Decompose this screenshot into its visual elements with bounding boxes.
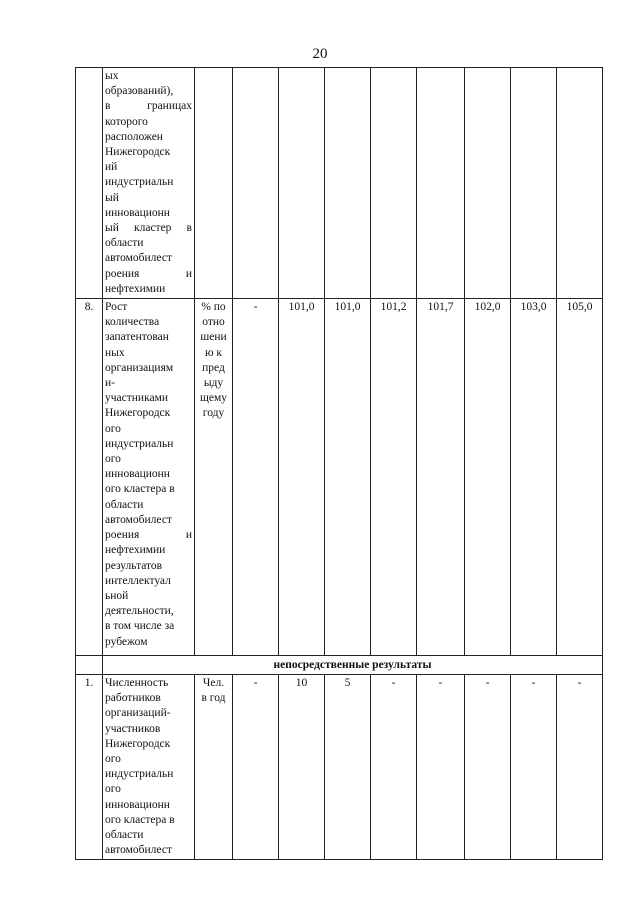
section-number-cell [76,656,103,675]
section-row [76,656,603,675]
value-cell: - [233,675,279,860]
value-cell: - [417,675,465,860]
name-line: организаций- [105,707,171,720]
name-line: Численность [105,677,169,690]
name-line: области [105,498,144,511]
name-line: нефтехимии [105,282,166,295]
value-cell: 10 [279,675,325,860]
name-line: инновационн [105,798,170,811]
name-line: которого [105,115,148,128]
unit-line: в год [201,692,226,705]
name-line: ьной [105,589,129,602]
indicator-name [103,68,195,299]
name-line: области [105,237,144,250]
value-cell: 103,0 [511,299,557,656]
name-line: участниками [105,392,169,405]
value-cell: - [465,675,511,860]
unit-line: ю к [204,346,223,359]
name-line: индустриальн [105,176,174,189]
name-line: автомобилест [105,844,172,857]
value-cell [325,68,371,299]
name-line: работников [105,692,161,705]
unit-cell [195,299,233,656]
name-line: ных [105,346,125,359]
value-cell: 105,0 [557,299,603,656]
value-cell: - [511,675,557,860]
name-line: организациям [105,361,174,374]
unit-line: отно [202,316,225,329]
indicator-name [103,299,195,656]
section-title: непосредственные результаты [103,656,603,675]
unit-line: % по [201,301,226,314]
row-number: 8. [76,299,103,656]
indicator-name [103,675,195,860]
name-line: результатов [105,559,163,572]
name-line: и- [105,377,115,390]
name-line: роения и [105,529,192,542]
name-line: ого [105,753,121,766]
value-cell [233,68,279,299]
value-cell [557,68,603,299]
name-line: ых [105,70,119,82]
name-line: расположен [105,130,163,143]
name-line: нефтехимии [105,544,166,557]
name-line: Нижегородск [105,407,171,420]
table-row [76,675,603,860]
value-cell: 101,7 [417,299,465,656]
unit-cell [195,68,233,299]
row-number: 1. [76,675,103,860]
value-cell [465,68,511,299]
name-line: Нижегородск [105,737,171,750]
name-line: ый кластер в [105,222,192,235]
name-line: ый [105,191,119,204]
unit-line: пред [202,361,225,374]
name-line: Нижегородск [105,146,171,159]
name-line: области [105,829,144,842]
value-cell [511,68,557,299]
value-cell: - [371,675,417,860]
name-line: ого [105,783,121,796]
value-cell: 5 [325,675,371,860]
name-line: автомобилест [105,252,172,265]
unit-line: году [202,407,225,420]
row-number [76,68,103,299]
name-line: ого кластера в [105,813,175,826]
name-line: ого [105,453,121,466]
name-line: деятельности, [105,605,174,618]
name-line: Рост [105,301,128,314]
indicators-table [75,67,603,860]
value-cell: 102,0 [465,299,511,656]
name-line: в границах [105,100,192,113]
name-line: количества [105,316,160,329]
name-line: инновационн [105,468,170,481]
unit-line: щему [200,392,227,405]
name-line: ого [105,422,121,435]
unit-line: Чел. [202,677,225,690]
name-line: инновационн [105,206,170,219]
unit-line: ыду [203,377,224,390]
name-line: участников [105,722,161,735]
name-line: роения и [105,267,192,280]
name-line: ий [105,161,118,174]
unit-cell [195,675,233,860]
name-line: ого кластера в [105,483,175,496]
value-cell: - [557,675,603,860]
name-line: автомобилест [105,513,172,526]
page-number: 20 [312,46,328,62]
name-line: в том числе за [105,620,175,633]
name-line: образований), [105,85,174,98]
table-row [76,299,603,656]
value-cell: 101,0 [279,299,325,656]
value-cell [371,68,417,299]
value-cell [279,68,325,299]
value-cell: 101,2 [371,299,417,656]
name-line: индустриальн [105,437,174,450]
value-cell [417,68,465,299]
name-line: запатентован [105,331,169,344]
unit-line: шени [200,331,227,344]
name-line: индустриальн [105,768,174,781]
table-row [76,68,603,299]
name-line: интеллектуал [105,574,171,587]
name-line: рубежом [105,635,148,648]
value-cell: - [233,299,279,656]
value-cell: 101,0 [325,299,371,656]
